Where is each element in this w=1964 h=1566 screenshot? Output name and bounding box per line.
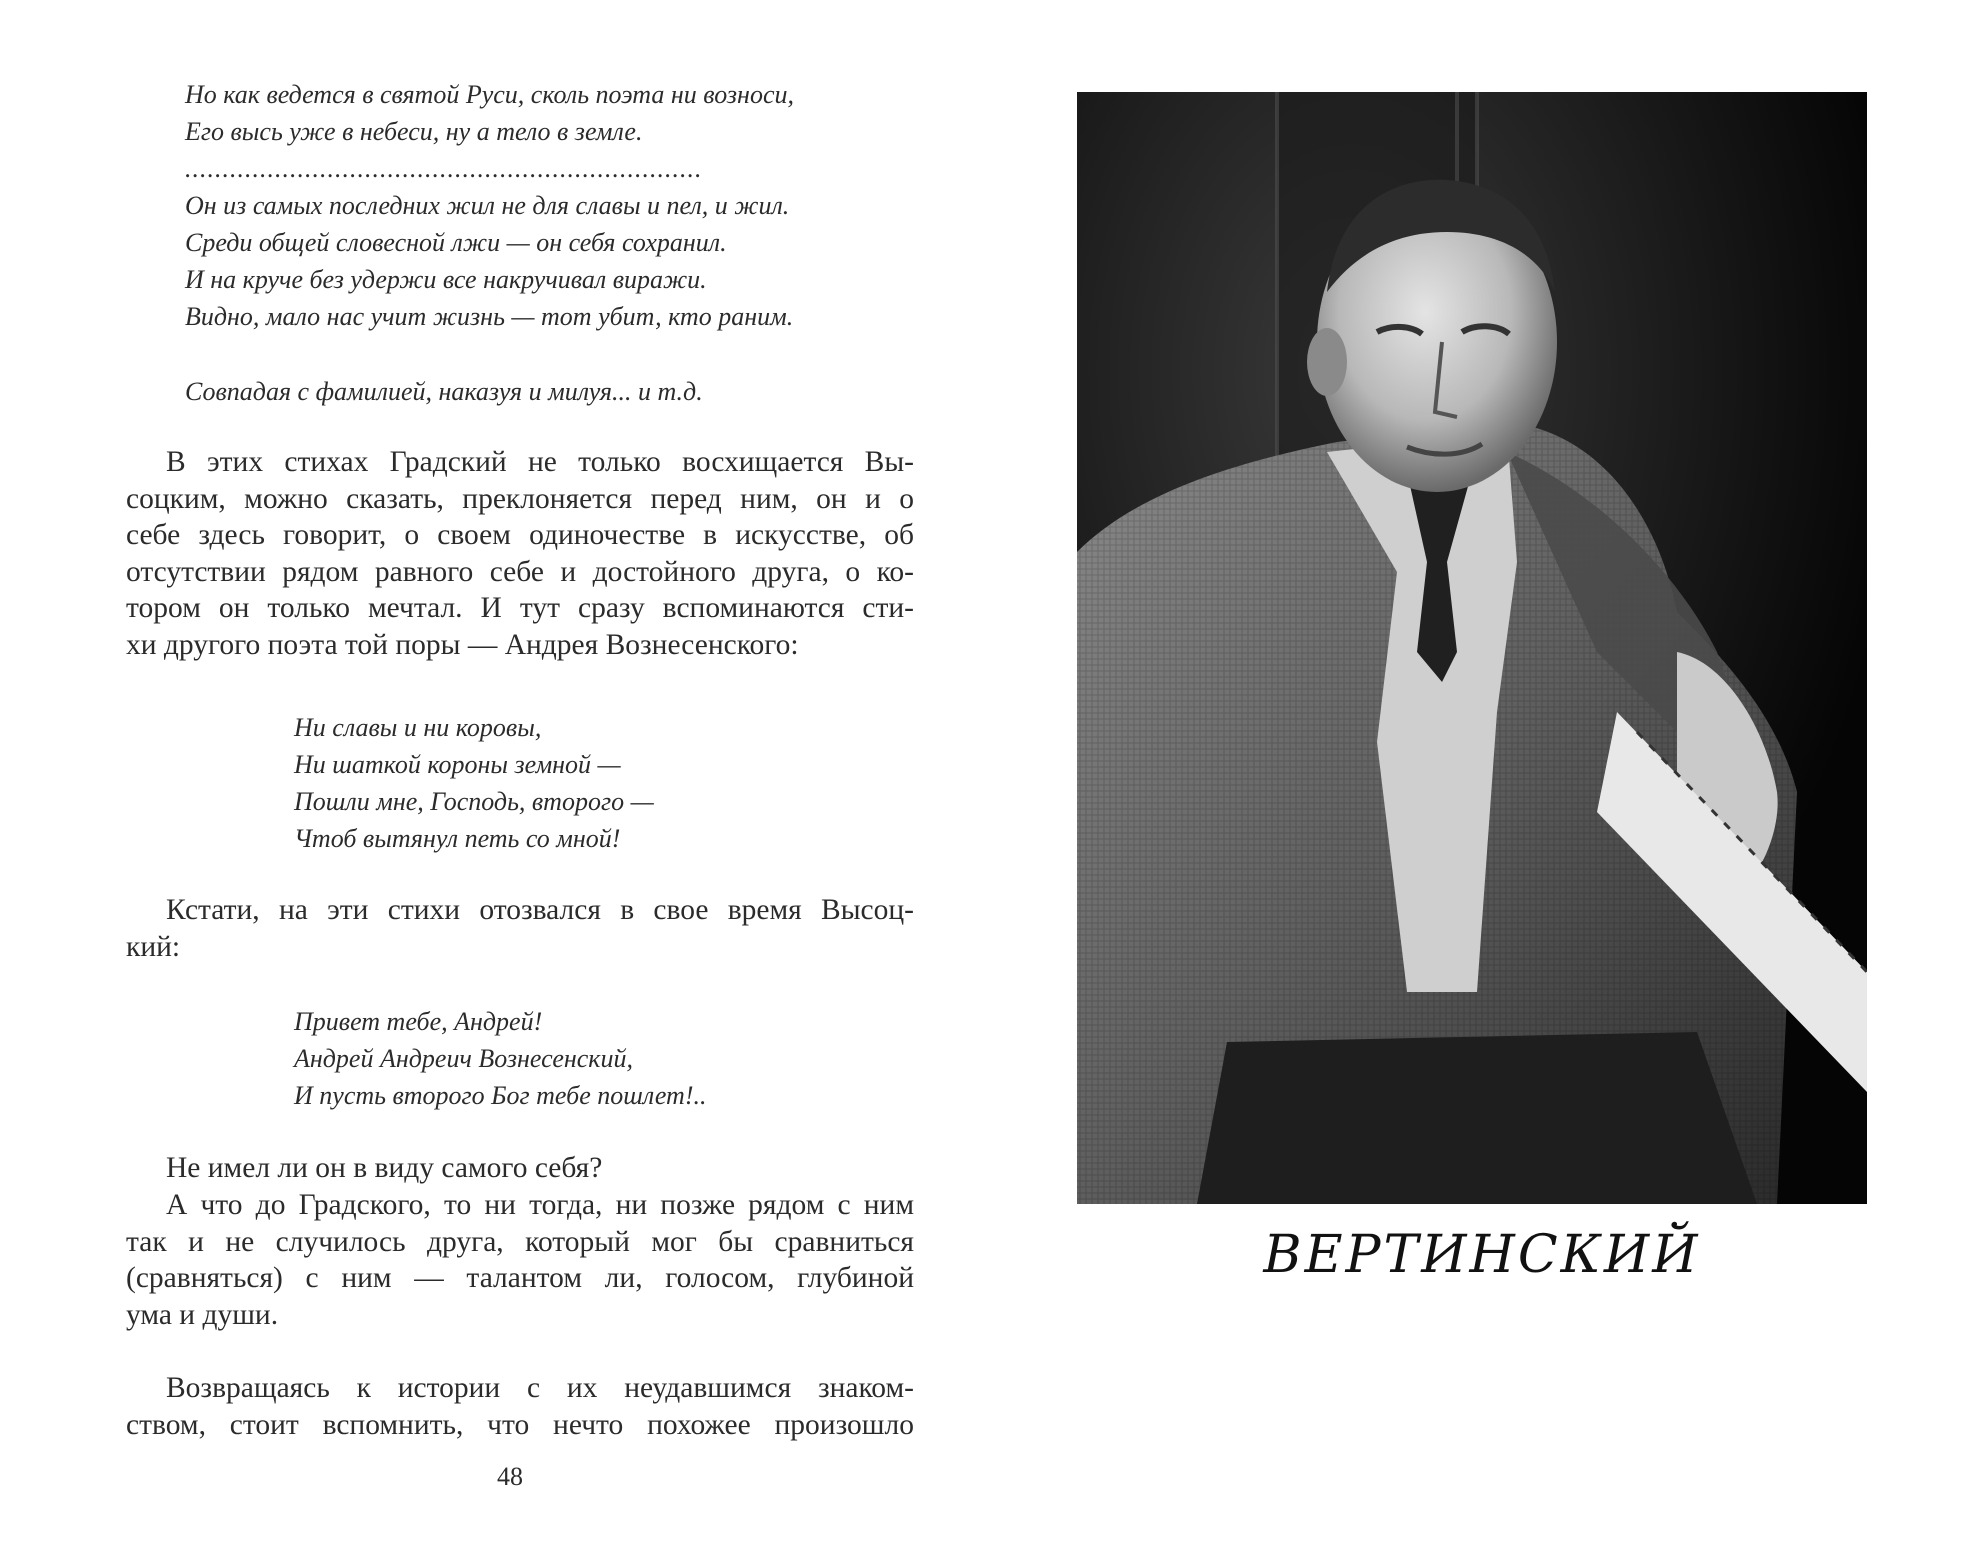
paragraph-line: ума и души. — [126, 1298, 279, 1331]
paragraph-line: Возвращаясь к истории с их неудавшимся знаком- — [166, 1372, 914, 1404]
portrait-illustration — [1077, 92, 1867, 1204]
verse-line: Андрей Андреич Вознесенский, — [294, 1044, 633, 1073]
verse-line: Его высь уже в небеси, ну а тело в земле. — [185, 117, 643, 146]
paragraph-line: Не имел ли он в виду самого себя? — [166, 1152, 603, 1184]
verse-line: Он из самых последних жил не для славы и пел, и жил. — [185, 191, 790, 220]
verse-line: Совпадая с фамилией, наказуя и милуя... и т.д. — [185, 377, 703, 406]
verse-voznesensky — [294, 709, 654, 857]
paragraph-line: В этих стихах Градский не только восхищается Вы- — [166, 446, 914, 478]
paragraph-line: так и не случилось друга, который мог бы сравниться — [126, 1225, 914, 1258]
paragraph-line: ством, стоит вспомнить, что нечто похожее произошло — [126, 1408, 914, 1441]
paragraph-line: отсутствии рядом равного себе и достойного друга, о ко- — [126, 555, 914, 588]
paragraph-2 — [126, 892, 914, 965]
photo-caption: ВЕРТИНСКИЙ — [1263, 1225, 1701, 1285]
paragraph-3 — [126, 1150, 914, 1187]
verse-ellipsis-dots: ..................................................................... — [185, 154, 703, 183]
verse-line: Чтоб вытянул петь со мной! — [294, 824, 621, 853]
verse-line: Пошли мне, Господь, второго — — [294, 787, 654, 816]
paragraph-line: кий: — [126, 930, 181, 963]
verse-line: И пусть второго Бог тебе пошлет!.. — [294, 1081, 707, 1110]
verse-line: Ни шаткой короны земной — — [294, 750, 621, 779]
verse-line: Видно, мало нас учит жизнь — тот убит, кто раним. — [185, 302, 794, 331]
paragraph-5 — [126, 1370, 914, 1443]
paragraph-line: себе здесь говорит, о своем одиночестве в искусстве, об — [126, 519, 914, 551]
verse-line: Но как ведется в святой Руси, сколь поэта ни возноси, — [185, 80, 794, 109]
paragraph-line: (сравняться) с ним — талантом ли, голосом, глубиной — [126, 1262, 914, 1294]
verse-line: Привет тебе, Андрей! — [294, 1007, 543, 1036]
portrait-photo-icon — [1077, 92, 1867, 1204]
verse-line: И на круче без удержи все накручивал виражи. — [185, 265, 707, 294]
verse-gradsky — [185, 76, 794, 335]
paragraph-4 — [126, 1187, 914, 1333]
verse-line: Среди общей словесной лжи — он себя сохранил. — [185, 228, 727, 257]
page-number: 48 — [497, 1462, 523, 1491]
verse-vysotsky — [294, 1003, 706, 1114]
paragraph-line: А что до Градского, то ни тогда, ни позже рядом с ним — [166, 1189, 914, 1221]
paragraph-line: Кстати, на эти стихи отозвался в свое время Высоц- — [166, 894, 914, 926]
paragraph-line: соцким, можно сказать, преклоняется перед ним, он и о — [126, 482, 914, 515]
right-page — [1000, 0, 1964, 1566]
verse-line: Ни славы и ни коровы, — [294, 713, 542, 742]
paragraph-line: тором он только мечтал. И тут сразу вспоминаются сти- — [126, 592, 914, 624]
paragraph-line: хи другого поэта той поры — Андрея Вознесенского: — [126, 628, 799, 661]
verse-gradsky-tail — [185, 373, 703, 410]
paragraph-1 — [126, 444, 914, 663]
